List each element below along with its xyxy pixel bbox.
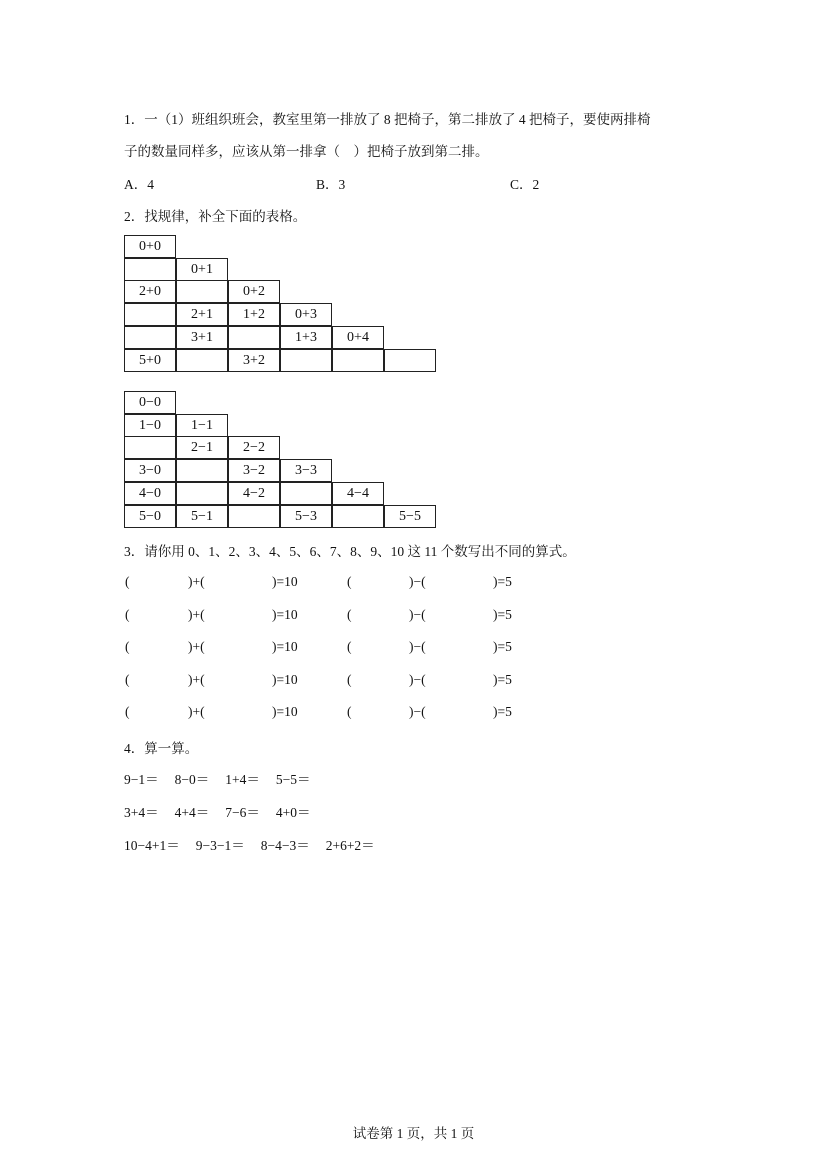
equation-part: )−(: [409, 574, 426, 589]
equation-part: (: [125, 574, 130, 589]
table-cell: [124, 258, 176, 281]
table-cell: [280, 349, 332, 372]
equation-part: )=5: [493, 704, 512, 720]
table-cell: 3−2: [228, 459, 280, 482]
equation-part: (: [347, 671, 352, 687]
equation-part: (: [125, 671, 130, 687]
equation-part: (: [347, 606, 352, 622]
calc-expression: 8−0＝: [174, 772, 210, 787]
q1-line1: 1．一（1）班组织班会，教室里第一排放了 8 把椅子，第二排放了 4 把椅子，要使两排椅: [124, 112, 651, 127]
table-cell: [124, 436, 176, 459]
q2-prompt: 2．找规律，补全下面的表格。: [124, 209, 307, 224]
table-cell: 2+0: [124, 280, 176, 303]
calc-expression: 2+6+2＝: [325, 838, 375, 853]
table-cell: 3−3: [280, 459, 332, 482]
calc-expression: 3+4＝: [124, 805, 159, 820]
table-cell: [176, 349, 228, 372]
q1-option-c: C．2: [510, 177, 540, 192]
table-cell: [176, 482, 228, 505]
table-cell: 5−3: [280, 505, 332, 528]
equation-part: )=5: [493, 606, 512, 622]
equation-part: )=5: [493, 639, 512, 655]
table-cell: [176, 459, 228, 482]
calc-expression: 10−4+1＝: [124, 838, 180, 853]
equation-part: (: [125, 704, 130, 720]
equation-part: (: [347, 704, 352, 720]
table-cell: 5−0: [124, 505, 176, 528]
table-cell: 4−4: [332, 482, 384, 505]
equation-part: )=5: [493, 574, 512, 589]
table-cell: 5−1: [176, 505, 228, 528]
table-cell: 5−5: [384, 505, 436, 528]
q1-option-b: B．3: [316, 177, 346, 192]
table-cell: 2+1: [176, 303, 228, 326]
calc-expression: 5−5＝: [275, 772, 311, 787]
equation-part: )+(: [188, 639, 205, 655]
table-cell: 4−0: [124, 482, 176, 505]
calc-expression: 7−6＝: [225, 805, 260, 820]
equation-part: )+(: [188, 671, 205, 687]
table-cell: 4−2: [228, 482, 280, 505]
calc-expression: 8−4−3＝: [260, 838, 310, 853]
table-cell: [176, 280, 228, 303]
calc-expression: 4+0＝: [275, 805, 311, 820]
equation-part: )=10: [272, 574, 298, 589]
table-cell: [384, 349, 436, 372]
equation-part: )+(: [188, 606, 205, 622]
table-cell: 0−0: [124, 391, 176, 414]
equation-part: )=5: [493, 671, 512, 687]
calc-expression: 4+4＝: [174, 805, 210, 820]
equation-part: )−(: [409, 704, 426, 720]
table-cell: [280, 482, 332, 505]
equation-part: )=10: [272, 704, 298, 720]
table-cell: 5+0: [124, 349, 176, 372]
q4-prompt: 4．算一算。: [124, 741, 199, 756]
table-cell: 0+3: [280, 303, 332, 326]
calc-expression: 9−1＝: [124, 772, 159, 787]
table-cell: 1−0: [124, 414, 176, 437]
table-cell: 1−1: [176, 414, 228, 437]
equation-part: (: [125, 606, 130, 622]
equation-part: (: [347, 639, 352, 655]
table-cell: 3−0: [124, 459, 176, 482]
equation-part: )+(: [188, 704, 205, 720]
table-cell: [228, 326, 280, 349]
equation-part: )−(: [409, 606, 426, 622]
table-cell: [332, 349, 384, 372]
q3-prompt: 3．请你用 0、1、2、3、4、5、6、7、8、9、10 这 11 个数写出不同的算式。: [124, 544, 576, 559]
equation-part: )−(: [409, 671, 426, 687]
equation-part: )−(: [409, 639, 426, 655]
page-footer: 试卷第 1 页，共 1 页: [352, 1126, 475, 1141]
table-cell: 2−1: [176, 436, 228, 459]
table-cell: 0+1: [176, 258, 228, 281]
table-cell: [332, 505, 384, 528]
table-cell: [228, 505, 280, 528]
equation-part: )+(: [188, 574, 205, 589]
equation-part: )=10: [272, 606, 298, 622]
table-cell: 1+2: [228, 303, 280, 326]
calc-expression: 1+4＝: [225, 772, 260, 787]
table-cell: 3+2: [228, 349, 280, 372]
table-cell: 0+4: [332, 326, 384, 349]
calc-expression: 9−3−1＝: [195, 838, 245, 853]
q1-line2: 子的数量同样多，应该从第一排拿（ ）把椅子放到第二排。: [124, 144, 489, 159]
calc-line: [124, 801, 327, 821]
equation-part: (: [125, 639, 130, 655]
table-cell: [124, 303, 176, 326]
equation-part: )=10: [272, 639, 298, 655]
calc-line: [124, 768, 327, 788]
table-cell: 0+2: [228, 280, 280, 303]
equation-part: (: [347, 574, 352, 589]
calc-line: [124, 834, 391, 854]
table-cell: 2−2: [228, 436, 280, 459]
table-cell: 3+1: [176, 326, 228, 349]
q1-option-a: A．4: [124, 177, 154, 192]
table-cell: 0+0: [124, 235, 176, 258]
table-cell: 1+3: [280, 326, 332, 349]
equation-part: )=10: [272, 671, 298, 687]
table-cell: [124, 326, 176, 349]
